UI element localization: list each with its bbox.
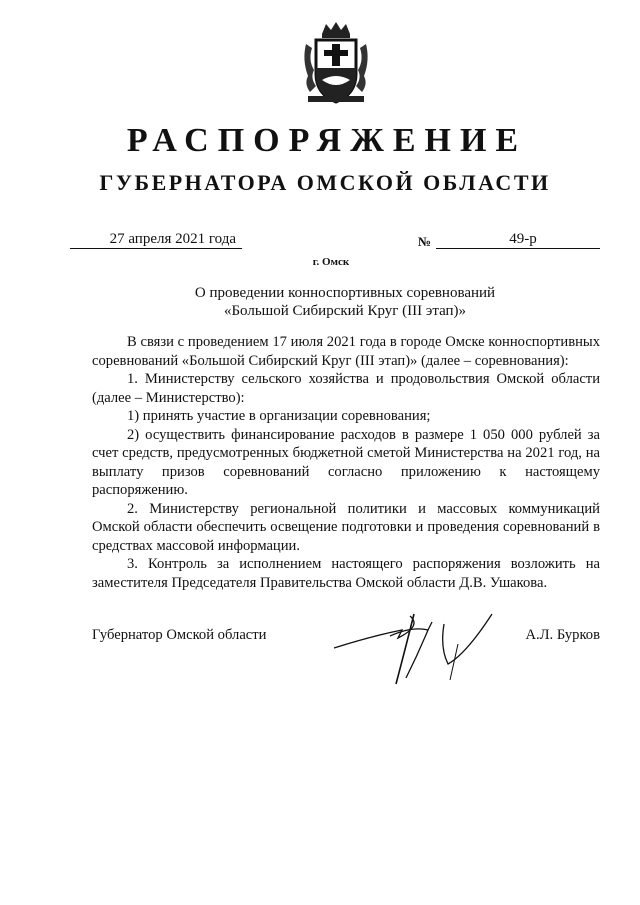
paragraph: В связи с проведением 17 июля 2021 года в городе Омске конноспортивных соревнований «Большой Сибирский Круг (III этап)» (далее – соревнования): — [92, 334, 600, 369]
signatory-name: А.Л. Бурков — [525, 627, 600, 643]
signatory-title: Губернатор Омской области — [92, 627, 267, 643]
handwritten-signature-icon — [332, 596, 502, 696]
paragraph: 2) осуществить финансирование расходов в размере 1 050 000 рублей за счет средств, предусмотренных бюджетной сметой Министерства на 2021 год, на выплату призов соревнований согласно приложению к настоящему распоряжению. — [92, 426, 600, 498]
paragraph: 1. Министерству сельского хозяйства и продовольствия Омской области (далее – Министерство): — [92, 371, 600, 406]
coat-of-arms-icon — [300, 20, 372, 106]
number-label: № — [418, 234, 432, 249]
document-heading — [0, 284, 640, 320]
paragraph: 1) принять участие в организации соревнования; — [127, 408, 431, 424]
paragraph: 3. Контроль за исполнением настоящего распоряжения возложить на заместителя Председателя Правительства Омской области Д.В. Ушакова. — [92, 556, 600, 591]
heading-line-1: О проведении конноспортивных соревнований — [194, 285, 496, 301]
heading-line-2: «Большой Сибирский Круг (III этап)» — [223, 303, 467, 319]
document-city: г. Омск — [312, 256, 350, 268]
document-title: РАСПОРЯЖЕНИЕ — [126, 122, 528, 159]
document-subtitle: ГУБЕРНАТОРА ОМСКОЙ ОБЛАСТИ — [99, 170, 551, 195]
document-number: 49-р — [436, 230, 600, 249]
document-date: 27 апреля 2021 года — [70, 230, 242, 249]
document-body — [92, 333, 600, 592]
paragraph: 2. Министерству региональной политики и массовых коммуникаций Омской области обеспечить освещение подготовки и проведения соревнований в средствах массовой информации. — [92, 500, 600, 554]
